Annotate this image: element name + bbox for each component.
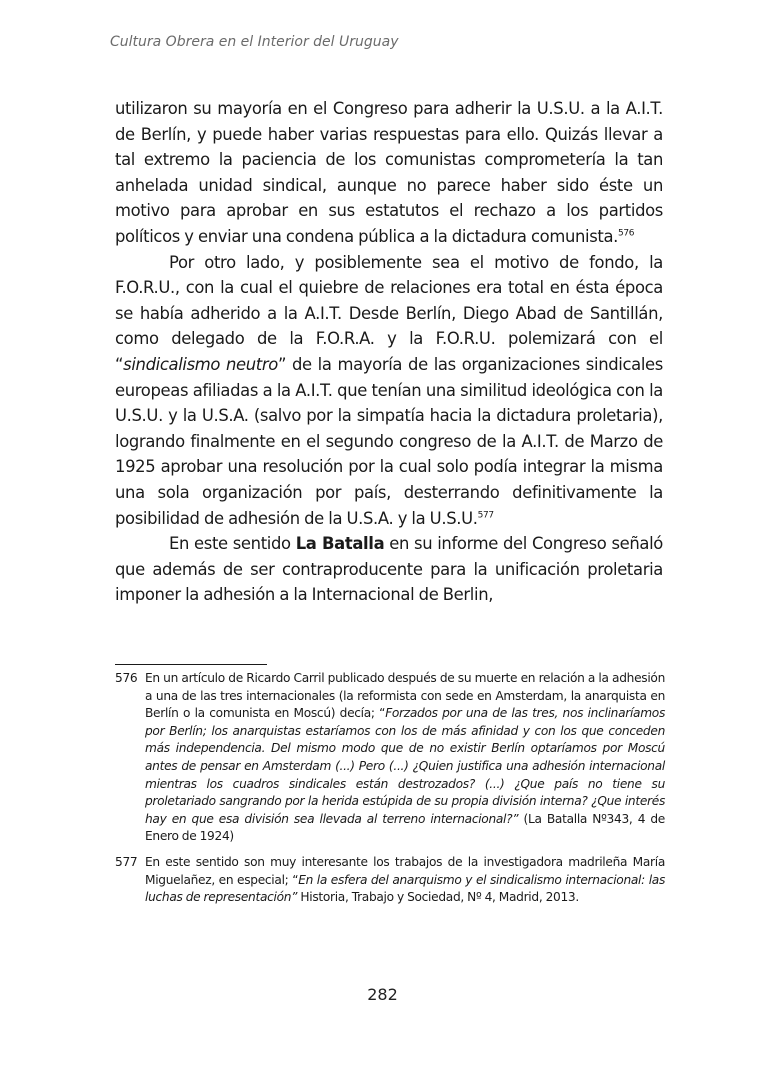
- footnote-quote: En la esfera del anarquismo y el sindicalismo internacional: las luchas de representación”: [145, 872, 666, 905]
- paragraph-2-italic-term: sindicalismo neutro: [123, 354, 278, 374]
- paragraph-3-text-end: en su informe del Congreso señaló que además de ser contraproducente para la unificación proletaria imponer la adhesión a la Internacional de Berlin,: [115, 534, 663, 605]
- page-number: 282: [367, 985, 398, 1004]
- footnote-separator: [115, 664, 267, 665]
- footnote-number: 577: [115, 854, 138, 869]
- paragraph-2-text-end: ” de la mayoría de las organizaciones sindicales europeas afiliadas a la A.I.T. que tenían una similitud ideológica con la U.S.U. y la U.S.A. (salvo por la simpatía hacia la dictadura proletaria), logrando finalmente en el segundo congreso de la A.I.T. de Marzo de 1925 aprobar una resolución por la cual solo podía integrar la misma una sola organización por país, desterrando definitivamente la posibilidad de adhesión de la U.S.A. y la U.S.U.: [115, 354, 663, 528]
- paragraph-3: [115, 531, 663, 608]
- main-body-text: [115, 96, 663, 608]
- footnote-quote: Forzados por una de las tres, nos inclinaríamos por Berlín; los anarquistas estaríamos con los de más afinidad y con los que conceden más independencia. Del mismo modo que de no existir Berlín optaríamos por Moscú antes de pensar en Amsterdam (...) Pero (...) ¿Quien justifica una adhesión internacional mientras los cuadros sindicales están destrozados? (...) ¿Que país no tiene su proletariado sangrando por la herida estúpida de su propia división interna? ¿Que interés hay en que esa división sea llevada al terreno internacional?”: [145, 706, 666, 826]
- paragraph-1: [115, 96, 663, 250]
- running-header-title: Cultura Obrera en el Interior del Uruguay: [110, 34, 399, 50]
- footnote-number: 576: [115, 671, 138, 685]
- paragraph-1-text: utilizaron su mayoría en el Congreso para adherir la U.S.U. a la A.I.T. de Berlín, y puede haber varias respuestas para ello. Quizás llevar a tal extremo la paciencia de los comunistas comprometería la tan anhelada unidad sindical, aunque no parece haber sido éste un motivo para aprobar en sus estatutos el rechazo a los partidos políticos y enviar una condena pública a la dictadura comunista.: [115, 99, 663, 246]
- footnote-text-start: En este sentido son muy interesante los trabajos de la investigadora madrileña María Miguelañez, en especial; “: [145, 854, 665, 887]
- footnote-ref-576[interactable]: 576: [618, 228, 635, 239]
- footnote-ref-577[interactable]: 577: [477, 510, 494, 521]
- footnote-text-start: En un artículo de Ricardo Carril publicado después de su muerte en relación a la adhesión a una de las tres internacionales (la reformista con sede en Amsterdam, la anarquista en Berlín o la comunista en Moscú) decía; “: [145, 671, 665, 721]
- paragraph-3-bold-title: La Batalla: [295, 534, 385, 554]
- footnote-text-end: (La Batalla Nº343, 4 de Enero de 1924): [145, 811, 665, 844]
- footnote-576: [115, 670, 665, 846]
- footnote-text-end: Historia, Trabajo y Sociedad, Nº 4, Madrid, 2013.: [297, 890, 579, 905]
- footnote-577: [115, 854, 665, 907]
- paragraph-3-text-start: En este sentido: [169, 534, 296, 554]
- paragraph-2: [115, 250, 663, 532]
- paragraph-2-text-start: Por otro lado, y posiblemente sea el motivo de fondo, la F.O.R.U., con la cual el quiebre de relaciones era total en ésta época se había adherido a la A.I.T. Desde Berlín, Diego Abad de Santillán, como delegado de la F.O.R.A. y la F.O.R.U. polemizará con el “: [115, 252, 663, 374]
- footnotes-section: [115, 670, 665, 915]
